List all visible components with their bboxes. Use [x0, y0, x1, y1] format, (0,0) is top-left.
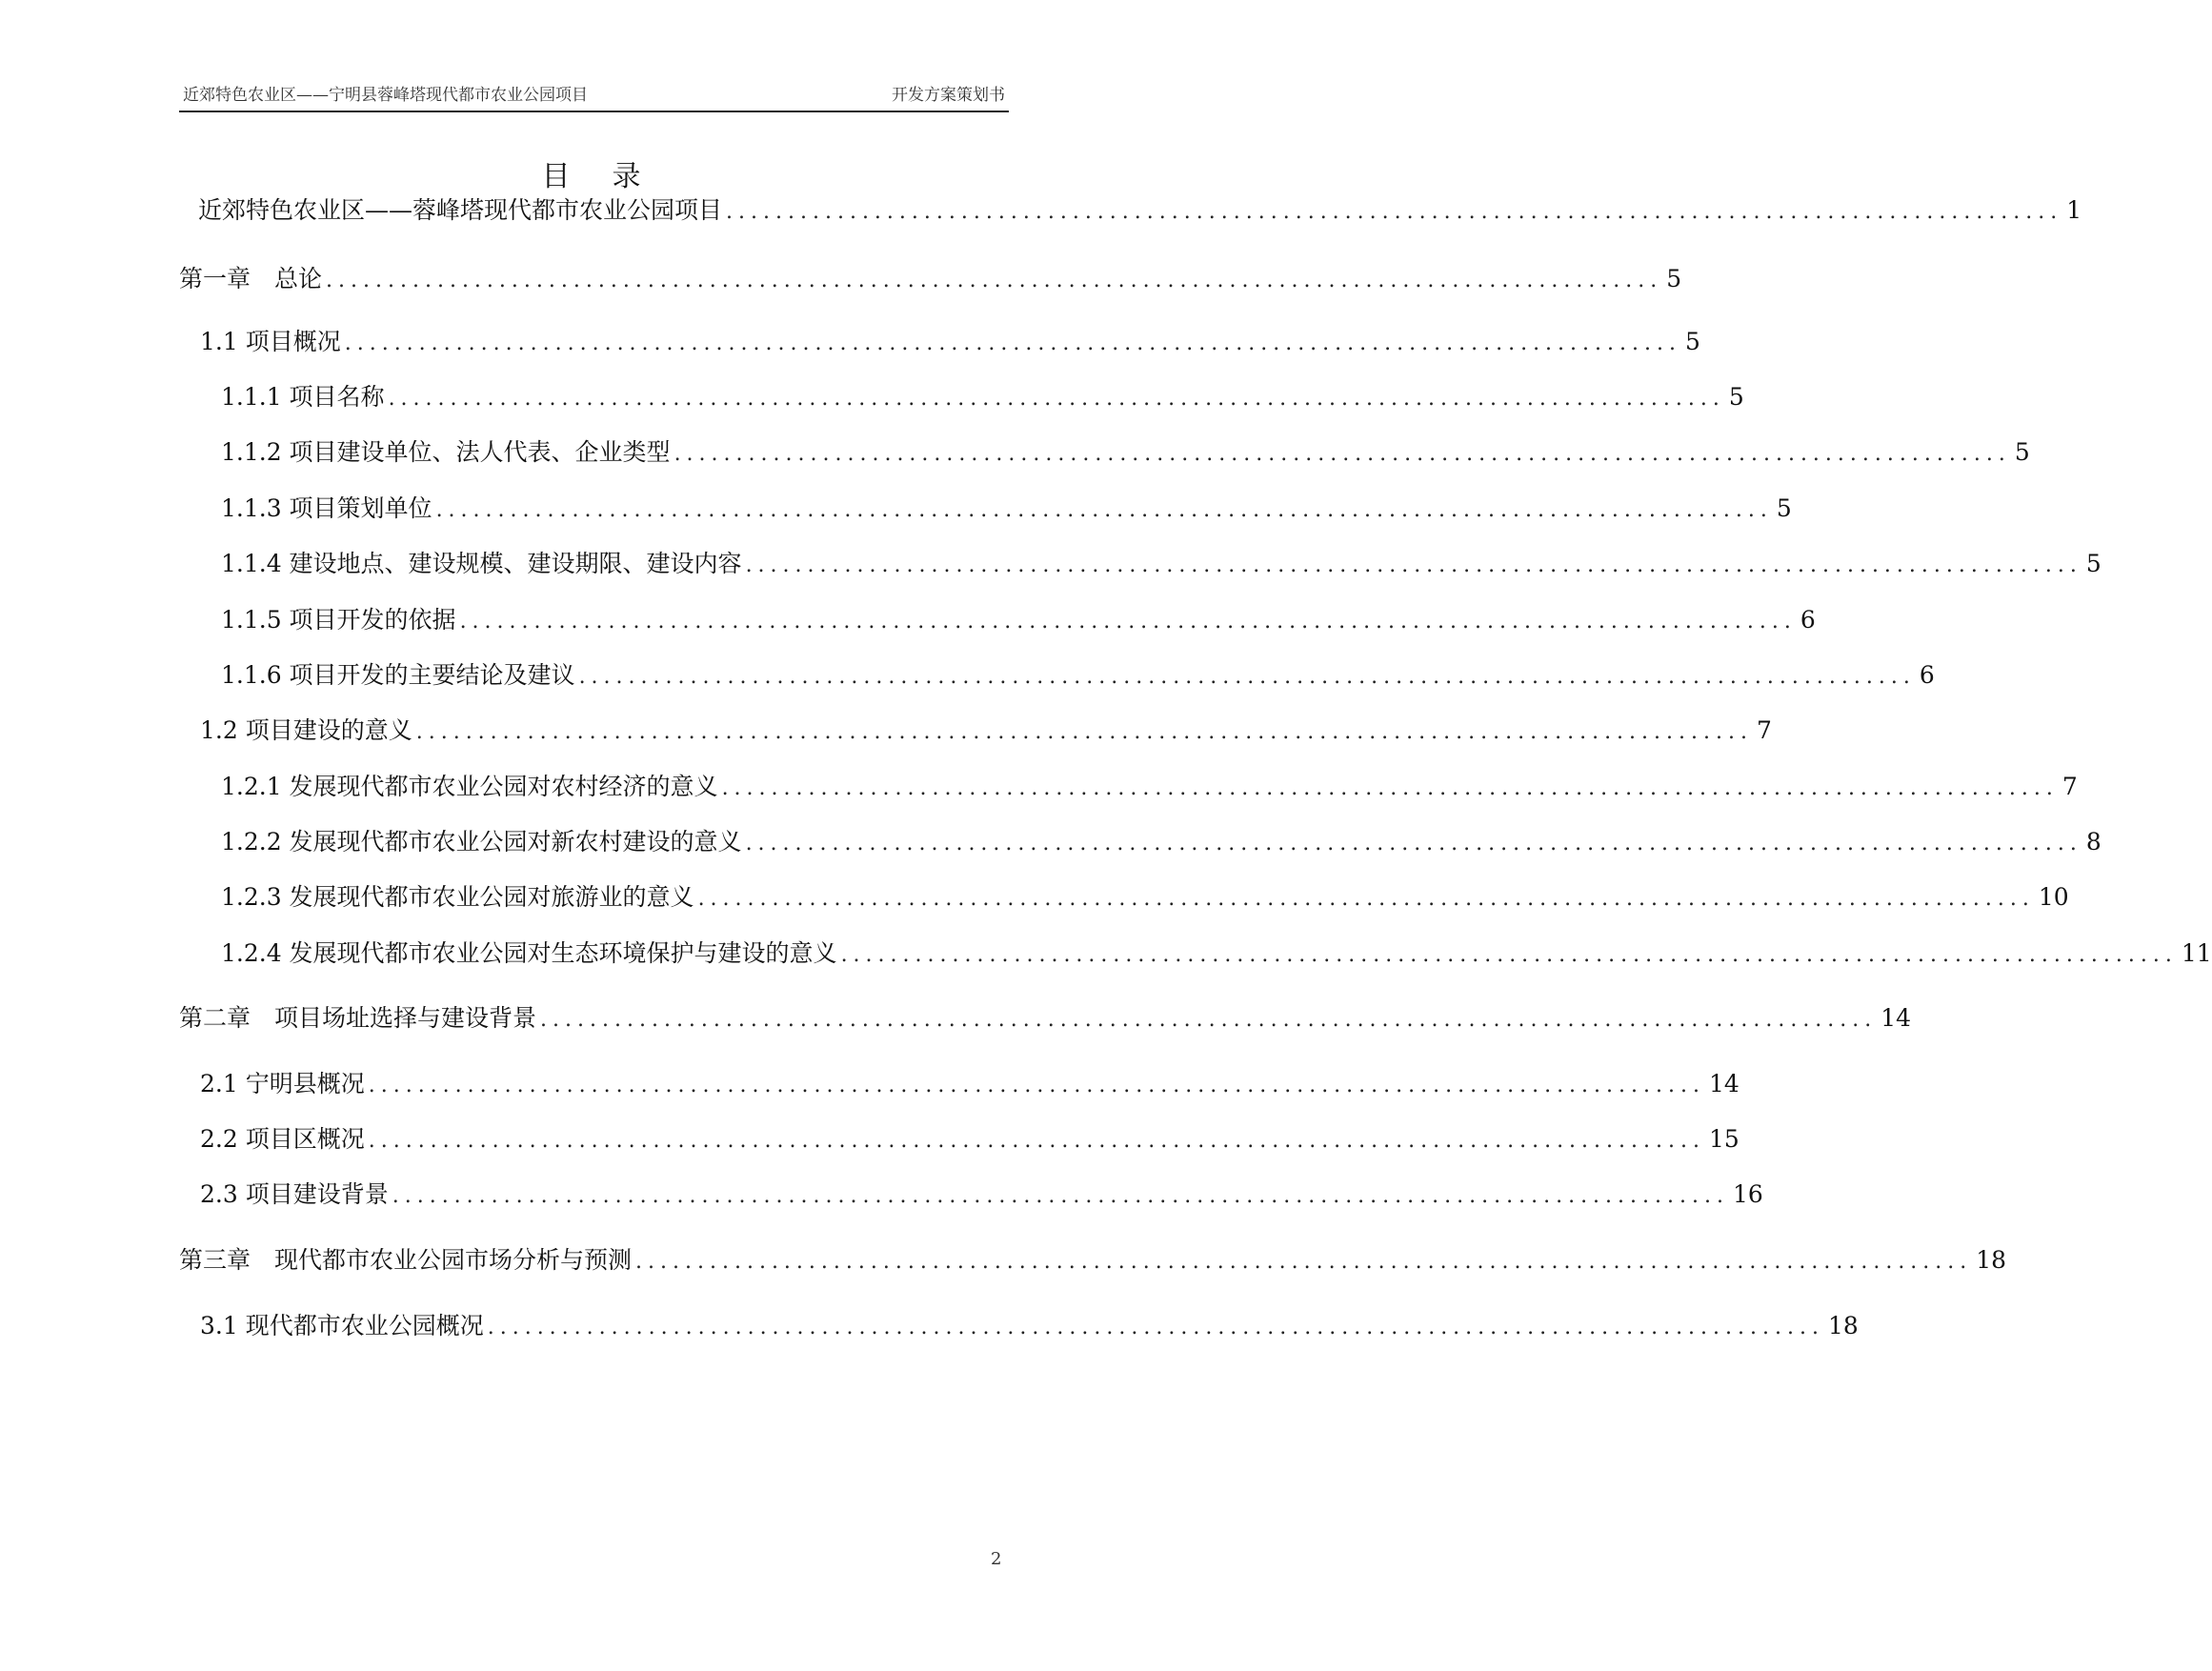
toc-entry-text: 1.1.4 建设地点、建设规模、建设期限、建设内容 — [221, 550, 742, 577]
toc-entry-text: 第三章 现代都市农业公园市场分析与预测 — [179, 1246, 633, 1274]
toc-entry[interactable] — [221, 493, 1792, 527]
toc-entry-text: 1.2.1 发展现代都市农业公园对农村经济的意义 — [221, 773, 718, 800]
toc-entry-page: 5 — [1776, 494, 1792, 522]
toc-entry-text: 1.2 项目建设的意义 — [200, 716, 412, 744]
toc-leader-dots: ............................................................................................................ — [721, 776, 2059, 800]
toc-entry-text: 1.2.2 发展现代都市农业公园对新农村建设的意义 — [221, 828, 742, 856]
page-header — [179, 80, 1009, 112]
toc-entry[interactable] — [221, 881, 2069, 916]
toc-entry[interactable] — [198, 194, 2082, 229]
toc-entry[interactable] — [221, 826, 2101, 860]
toc-leader-dots: ............................................................................................................ — [415, 720, 1753, 744]
toc-entry[interactable] — [221, 937, 2212, 972]
header-document-title: 近郊特色农业区——宁明县蓉峰塔现代都市农业公园项目 — [183, 86, 588, 105]
toc-leader-dots: ............................................................................................................ — [578, 665, 1916, 689]
header-document-type: 开发方案策划书 — [892, 86, 1005, 105]
toc-entry[interactable] — [221, 436, 2030, 471]
toc-entry-text: 1.1.1 项目名称 — [221, 383, 385, 411]
toc-entry-text: 1.1.5 项目开发的依据 — [221, 606, 456, 634]
page-number: 2 — [991, 1549, 1002, 1569]
toc-leader-dots: ............................................................................................................ — [840, 943, 2178, 967]
toc-entry-text: 1.1.6 项目开发的主要结论及建议 — [221, 661, 575, 689]
toc-leader-dots: ............................................................................................................ — [635, 1250, 1973, 1274]
toc-entry-page: 6 — [1800, 606, 1816, 634]
toc-entry[interactable] — [200, 715, 1772, 749]
toc-entry-page: 18 — [1827, 1312, 1859, 1339]
toc-entry-text: 1.2.4 发展现代都市农业公园对生态环境保护与建设的意义 — [221, 939, 837, 967]
toc-entry-text: 2.3 项目建设背景 — [200, 1180, 389, 1208]
toc-entry-text: 3.1 现代都市农业公园概况 — [200, 1312, 484, 1339]
toc-entry[interactable] — [179, 1002, 1912, 1037]
toc-entry[interactable] — [200, 1068, 1739, 1102]
toc-entry-page: 10 — [2038, 883, 2069, 911]
toc-entry-text: 1.2.3 发展现代都市农业公园对旅游业的意义 — [221, 883, 694, 911]
toc-entry-page: 7 — [1756, 716, 1772, 744]
toc-entry[interactable] — [179, 1244, 2007, 1278]
toc-leader-dots: ............................................................................................................ — [435, 498, 1773, 522]
toc-entry-text: 1.1.2 项目建设单位、法人代表、企业类型 — [221, 438, 671, 466]
toc-entry-page: 7 — [2061, 773, 2078, 800]
toc-leader-dots: ............................................................................................................ — [344, 332, 1681, 355]
toc-entry-page: 18 — [1976, 1246, 2007, 1274]
toc-entry-page: 14 — [1708, 1070, 1739, 1097]
toc-entry-text: 1.1.3 项目策划单位 — [221, 494, 432, 522]
toc-entry-page: 15 — [1708, 1125, 1739, 1153]
toc-leader-dots: ............................................................................................................ — [745, 554, 2082, 577]
toc-entry-page: 5 — [1728, 383, 1744, 411]
toc-entry-text: 1.1 项目概况 — [200, 328, 341, 355]
toc-entry-page: 5 — [1684, 328, 1700, 355]
toc-entry-page: 5 — [2085, 550, 2101, 577]
toc-entry-text: 2.2 项目区概况 — [200, 1125, 365, 1153]
toc-entry-text: 2.1 宁明县概况 — [200, 1070, 365, 1097]
toc-leader-dots: ............................................................................................................ — [368, 1074, 1705, 1097]
toc-entry[interactable] — [221, 381, 1744, 415]
toc-leader-dots: ............................................................................................................ — [697, 887, 2035, 911]
toc-leader-dots: ............................................................................................................ — [745, 832, 2082, 856]
toc-leader-dots: ............................................................................................................ — [540, 1008, 1878, 1032]
toc-entry[interactable] — [200, 1123, 1739, 1158]
toc-entry[interactable] — [221, 771, 2078, 805]
toc-entry[interactable] — [221, 659, 1935, 694]
toc-entry-page: 1 — [2066, 196, 2082, 224]
toc-entry[interactable] — [221, 548, 2101, 582]
toc-entry-page: 6 — [1919, 661, 1935, 689]
toc-entry[interactable] — [200, 326, 1700, 360]
toc-entry[interactable] — [200, 1178, 1763, 1213]
toc-entry-page: 11 — [2181, 939, 2212, 967]
toc-entry-text: 近郊特色农业区——蓉峰塔现代都市农业公园项目 — [198, 196, 723, 224]
toc-entry-text: 第一章 总论 — [179, 265, 323, 292]
toc-entry[interactable] — [221, 604, 1816, 638]
toc-entry-page: 14 — [1880, 1004, 1912, 1032]
toc-title: 目录 — [541, 160, 683, 193]
toc-entry-page: 5 — [1666, 265, 1682, 292]
toc-entry-page: 16 — [1732, 1180, 1763, 1208]
toc-entry-text: 第二章 项目场址选择与建设背景 — [179, 1004, 537, 1032]
toc-leader-dots: ............................................................................................................ — [326, 269, 1663, 292]
toc-entry[interactable] — [200, 1310, 1859, 1344]
toc-leader-dots: ............................................................................................................ — [368, 1129, 1705, 1153]
toc-leader-dots: ............................................................................................................ — [487, 1316, 1824, 1339]
toc-leader-dots: ............................................................................................................ — [726, 200, 2063, 224]
toc-entry-page: 5 — [2014, 438, 2030, 466]
toc-entry-page: 8 — [2085, 828, 2101, 856]
toc-leader-dots: ............................................................................................................ — [459, 610, 1797, 634]
toc-leader-dots: ............................................................................................................ — [674, 442, 2011, 466]
toc-leader-dots: ............................................................................................................ — [388, 387, 1725, 411]
toc-leader-dots: ............................................................................................................ — [392, 1184, 1729, 1208]
toc-entry[interactable] — [179, 263, 1682, 297]
